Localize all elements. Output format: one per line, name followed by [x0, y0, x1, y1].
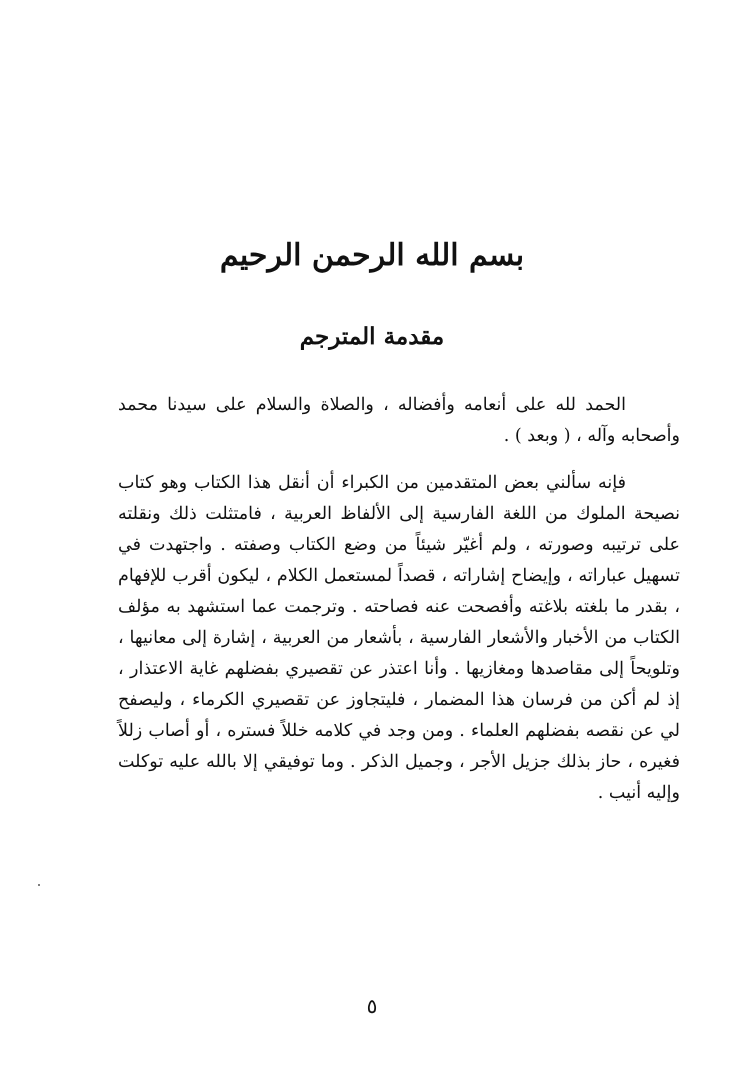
scan-speck: [38, 884, 40, 886]
page-number: ٥: [366, 994, 378, 1018]
basmala-title: بسم الله الرحمن الرحيم: [219, 238, 525, 273]
opening-paragraph: الحمد لله على أنعامه وأفضاله ، والصلاة والسلام على سيدنا محمد وأصحابه وآله ، ( وبعد ) .: [118, 395, 680, 446]
translator-introduction-heading: مقدمة المترجم: [299, 323, 445, 350]
main-paragraph: فإنه سألني بعض المتقدمين من الكبراء أن أنقل هذا الكتاب وهو كتاب نصيحة الملوك من اللغة الفارسية إلى الألفاظ العربية ، فامتثلت ذلك ونقلته على ترتيبه وصورته ، ولم أغيّر شيئاً من وضع الكتاب وصفته . واجتهدت في تسهيل عباراته ، وإيضاح إشاراته ، قصداً لمستعمل الكلام ، ليكون أقرب للإفهام ، بقدر ما بلغته بلاغته وأفصحت عنه فصاحته . وترجمت عما استشهد به مؤلف الكتاب من الأخبار والأشعار الفارسية ، بأشعار من العربية ، إشارة إلى معانيها ، وتلويحاً إلى مقاصدها ومغازيها . وأنا اعتذر عن تقصيري بفضلهم غاية الاعتذار ، إذ لم أكن من فرسان هذا المضمار ، فليتجاوز عن تقصيري الكرماء ، وليصفح لي عن نقصه بفضلهم العلماء . ومن وجد في كلامه خللاً فستره ، أو أصاب زللاً فغيره ، حاز بذلك جزيل الأجر ، وجميل الذكر . وما توفيقي إلا بالله عليه توكلت وإليه أنيب .: [118, 473, 680, 803]
